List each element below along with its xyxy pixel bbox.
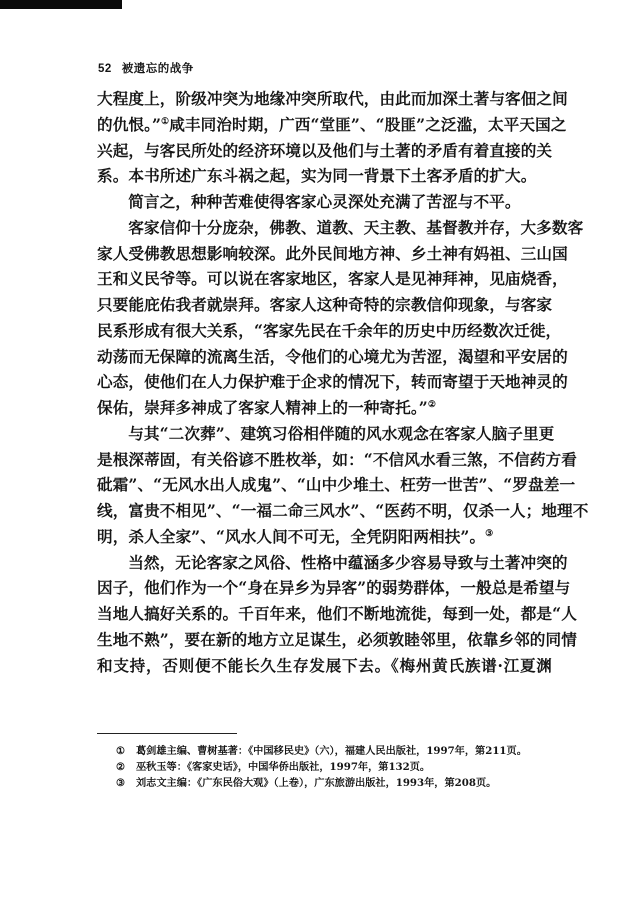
text-line: 与其“二次葬”、建筑习俗相伴随的风水观念在客家人脑子里更 bbox=[128, 423, 555, 443]
footnote-1 bbox=[116, 743, 546, 759]
text-line: 砒霜”、“无风水出人成鬼”、“山中少堆土、枉劳一世苦”、“罗盘差一 bbox=[97, 475, 576, 495]
body-text bbox=[97, 86, 589, 678]
text-line bbox=[97, 395, 552, 421]
text-line: 是根深蒂固，有关俗谚不胜枚举，如：“不信风水看三煞，不信药方看 bbox=[97, 449, 577, 469]
top-edge-bar bbox=[0, 0, 122, 9]
footnote-2 bbox=[116, 759, 546, 775]
footnote-ref-3: ③ bbox=[485, 528, 494, 539]
book-title: 被遗忘的战争 bbox=[121, 61, 194, 75]
footnote-text: 葛剑雄主编、曹树基著：《中国移民史》（六），福建人民出版社，1997年，第211页。 bbox=[136, 745, 527, 757]
text-line: 简言之，种种苦难使得客家心灵深处充满了苦涩与不平。 bbox=[128, 192, 521, 211]
footnotes bbox=[116, 743, 546, 791]
paragraph-1 bbox=[97, 86, 568, 189]
page-number: 52 bbox=[98, 63, 112, 75]
footnote-3 bbox=[116, 775, 546, 791]
text-line: 和支持，否则便不能长久生存发展下去。《梅州黄氏族谱·江夏渊 bbox=[97, 655, 552, 675]
text-fragment: 明，杀人全家”、“风水人间不可无，全凭阴阳两相扶”。 bbox=[97, 526, 486, 546]
running-head bbox=[98, 60, 194, 76]
text-line bbox=[97, 112, 567, 138]
text-line: 心态，使他们在人力保护难于企求的情况下，转而寄望于天地神灵的 bbox=[97, 372, 568, 392]
text-line: 动荡而无保障的流离生活，令他们的心境尤为苦涩，渴望和平安居的 bbox=[97, 346, 568, 366]
text-line: 王和义民爷等。可以说在客家地区，客家人是见神拜神，见庙烧香， bbox=[97, 269, 568, 289]
text-fragment: 的仇恨。” bbox=[97, 114, 162, 134]
footnote-divider bbox=[97, 733, 237, 734]
text-line: 兴起，与客民所处的经济环境以及他们与土著的矛盾有着直接的关 bbox=[97, 140, 553, 160]
text-line: 当地人搞好关系的。千百年来，他们不断地流徙，每到一处，都是“人 bbox=[97, 604, 577, 623]
text-line: 只要能庇佑我者就崇拜。客家人这种奇特的宗教信仰现象，与客家 bbox=[97, 295, 553, 314]
text-line: 民系形成有很大关系，“客家先民在千余年的历史中历经数次迁徙， bbox=[97, 320, 562, 340]
text-line bbox=[97, 524, 552, 550]
footnote-ref-2: ② bbox=[427, 399, 437, 410]
text-line: 生地不熟”，要在新的地方立足谋生，必须敦睦邻里，依靠乡邻的同情 bbox=[97, 629, 577, 649]
text-line: 因子，他们作为一个“身在异乡为异客”的弱势群体，一般总是希望与 bbox=[97, 578, 571, 598]
text-fragment: 保佑，崇拜多神成了客家人精神上的一种寄托。” bbox=[97, 398, 428, 417]
footnote-text: 刘志文主编：《广东民俗大观》（上卷），广东旅游出版社，1993年，第208页。 bbox=[136, 777, 497, 789]
text-line: 大程度上，阶级冲突为地缘冲突所取代，由此而加深土著与客佃之间 bbox=[97, 89, 568, 108]
text-line: 当然，无论客家之风俗、性格中蕴涵多少容易导致与土著冲突的 bbox=[128, 552, 568, 572]
text-line: 系。本书所述广东斗祸之起，实为同一背景下土客矛盾的扩大。 bbox=[97, 166, 537, 186]
footnote-mark: ① bbox=[116, 745, 126, 757]
text-line: 线，富贵不相见”、“一福二命三风水”、“医药不明，仅杀一人；地理不 bbox=[97, 501, 589, 520]
text-line: 家人受佛教思想影响较深。此外民间地方神、乡土神有妈祖、三山国 bbox=[97, 243, 568, 263]
paragraph-2 bbox=[97, 189, 552, 215]
paragraph-5 bbox=[97, 550, 577, 679]
paragraph-4 bbox=[97, 421, 589, 550]
text-line: 客家信仰十分庞杂，佛教、道教、天主教、基督教并存，大多数客 bbox=[128, 217, 584, 237]
footnote-text: 巫秋玉等：《客家史话》，中国华侨出版社，1997年，第132页。 bbox=[136, 761, 431, 773]
footnote-mark: ② bbox=[116, 761, 126, 773]
footnote-ref-1: ① bbox=[161, 116, 170, 127]
footnote-mark: ③ bbox=[116, 777, 126, 789]
text-fragment: 咸丰同治时期，广西“堂匪”、“股匪”之泛滥，太平天国之 bbox=[169, 114, 567, 134]
paragraph-3 bbox=[97, 215, 584, 421]
